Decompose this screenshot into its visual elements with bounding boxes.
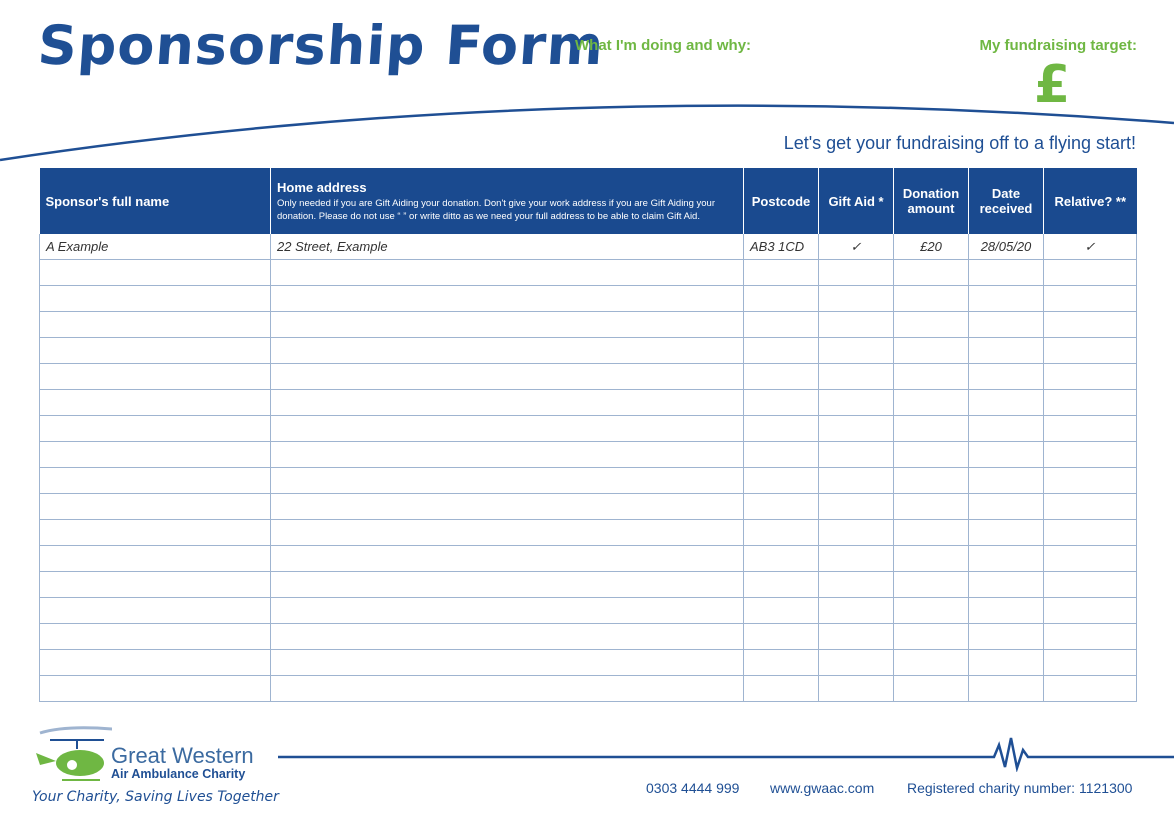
cell-date[interactable] <box>969 416 1044 442</box>
table-row <box>40 286 1137 312</box>
col-header-date: Date received <box>969 168 1044 234</box>
cell-gift-aid[interactable] <box>819 546 894 572</box>
cell-relative[interactable] <box>1044 520 1137 546</box>
col-header-postcode: Postcode <box>744 168 819 234</box>
cell-address[interactable] <box>271 546 744 572</box>
cell-address[interactable] <box>271 338 744 364</box>
col-header-gift-aid: Gift Aid * <box>819 168 894 234</box>
cell-address[interactable] <box>271 520 744 546</box>
table-row <box>40 442 1137 468</box>
cell-postcode[interactable] <box>744 494 819 520</box>
cell-date[interactable] <box>969 650 1044 676</box>
cell-relative[interactable] <box>1044 442 1137 468</box>
cell-amount[interactable] <box>894 468 969 494</box>
cell-amount[interactable] <box>894 624 969 650</box>
cell-gift-aid[interactable] <box>819 390 894 416</box>
cell-amount[interactable] <box>894 338 969 364</box>
cell-postcode[interactable] <box>744 312 819 338</box>
cell-relative[interactable] <box>1044 676 1137 702</box>
cell-relative[interactable] <box>1044 338 1137 364</box>
cell-relative[interactable] <box>1044 572 1137 598</box>
cell-address[interactable] <box>271 364 744 390</box>
cell-gift-aid[interactable] <box>819 312 894 338</box>
cell-date[interactable] <box>969 286 1044 312</box>
cell-date[interactable] <box>969 546 1044 572</box>
cell-date[interactable] <box>969 676 1044 702</box>
cell-relative[interactable] <box>1044 468 1137 494</box>
sponsorship-table <box>39 168 1137 702</box>
cell-date[interactable] <box>969 260 1044 286</box>
cell-amount[interactable] <box>894 442 969 468</box>
cell-address[interactable] <box>271 598 744 624</box>
table-row <box>40 416 1137 442</box>
cell-date[interactable] <box>969 468 1044 494</box>
cell-amount[interactable] <box>894 520 969 546</box>
cell-date[interactable] <box>969 390 1044 416</box>
cell-postcode[interactable] <box>744 520 819 546</box>
cell-name[interactable] <box>40 468 271 494</box>
cell-postcode[interactable] <box>744 260 819 286</box>
cell-gift-aid[interactable] <box>819 676 894 702</box>
cell-relative[interactable] <box>1044 286 1137 312</box>
cell-name[interactable] <box>40 624 271 650</box>
cell-address[interactable] <box>271 572 744 598</box>
cell-postcode[interactable] <box>744 416 819 442</box>
cell-postcode[interactable] <box>744 572 819 598</box>
cell-address[interactable] <box>271 468 744 494</box>
website-link[interactable]: www.gwaac.com <box>770 780 875 796</box>
what-im-doing-label: What I'm doing and why: <box>575 37 752 54</box>
cell-date[interactable] <box>969 338 1044 364</box>
cell-relative[interactable] <box>1044 650 1137 676</box>
cell-address[interactable] <box>271 390 744 416</box>
cell-date[interactable] <box>969 520 1044 546</box>
cell-address[interactable] <box>271 494 744 520</box>
cell-amount[interactable] <box>894 546 969 572</box>
phone-number: 0303 4444 999 <box>646 780 740 796</box>
cell-date[interactable] <box>969 572 1044 598</box>
cell-name[interactable] <box>40 546 271 572</box>
tagline: Let's get your fundraising off to a flying start! <box>783 133 1136 153</box>
cell-name[interactable] <box>40 390 271 416</box>
cell-gift-aid[interactable] <box>819 260 894 286</box>
cell-address[interactable] <box>271 312 744 338</box>
example-relative-check: ✓ <box>1044 234 1137 260</box>
cell-amount[interactable] <box>894 676 969 702</box>
brand-slogan: Your Charity, Saving Lives Together <box>32 789 279 805</box>
cell-postcode[interactable] <box>744 390 819 416</box>
example-address: 22 Street, Example <box>271 234 744 260</box>
cell-name[interactable] <box>40 494 271 520</box>
cell-name[interactable] <box>40 650 271 676</box>
cell-name[interactable] <box>40 338 271 364</box>
table-row <box>40 312 1137 338</box>
helicopter-logo-icon <box>32 725 112 789</box>
brand-name: Great Western <box>111 743 254 768</box>
cell-address[interactable] <box>271 260 744 286</box>
cell-relative[interactable] <box>1044 260 1137 286</box>
cell-date[interactable] <box>969 442 1044 468</box>
cell-postcode[interactable] <box>744 442 819 468</box>
header-arc-line <box>0 95 1174 165</box>
cell-postcode[interactable] <box>744 468 819 494</box>
cell-gift-aid[interactable] <box>819 572 894 598</box>
cell-address[interactable] <box>271 650 744 676</box>
cell-amount[interactable] <box>894 650 969 676</box>
cell-address[interactable] <box>271 624 744 650</box>
cell-postcode[interactable] <box>744 546 819 572</box>
cell-postcode[interactable] <box>744 338 819 364</box>
cell-address[interactable] <box>271 676 744 702</box>
cell-name[interactable] <box>40 442 271 468</box>
cell-name[interactable] <box>40 312 271 338</box>
footer-heartbeat-line <box>278 732 1174 772</box>
cell-gift-aid[interactable] <box>819 650 894 676</box>
currency-symbol: £ <box>1034 55 1071 115</box>
cell-amount[interactable] <box>894 390 969 416</box>
cell-address[interactable] <box>271 442 744 468</box>
table-row <box>40 572 1137 598</box>
cell-address[interactable] <box>271 416 744 442</box>
page-title: Sponsorship Form <box>35 14 607 77</box>
cell-relative[interactable] <box>1044 546 1137 572</box>
cell-gift-aid[interactable] <box>819 494 894 520</box>
cell-name[interactable] <box>40 520 271 546</box>
charity-number: Registered charity number: 1121300 <box>907 780 1133 796</box>
cell-date[interactable] <box>969 494 1044 520</box>
cell-amount[interactable] <box>894 260 969 286</box>
cell-name[interactable] <box>40 676 271 702</box>
cell-gift-aid[interactable] <box>819 416 894 442</box>
table-row <box>40 364 1137 390</box>
table-row <box>40 260 1137 286</box>
col-header-address <box>271 168 744 234</box>
table-row <box>40 494 1137 520</box>
table-row <box>40 650 1137 676</box>
example-date: 28/05/20 <box>969 234 1044 260</box>
cell-gift-aid[interactable] <box>819 338 894 364</box>
address-header-note: Only needed if you are Gift Aiding your donation. Don't give your work address if you are Gift Aiding your donation. Please do not use “ ” or write ditto as we need your full address to be able to claim Gift Aid. <box>277 197 715 222</box>
cell-postcode[interactable] <box>744 650 819 676</box>
cell-relative[interactable] <box>1044 598 1137 624</box>
example-row <box>40 234 1137 260</box>
table-row <box>40 390 1137 416</box>
cell-gift-aid[interactable] <box>819 624 894 650</box>
cell-postcode[interactable] <box>744 286 819 312</box>
cell-amount[interactable] <box>894 312 969 338</box>
cell-relative[interactable] <box>1044 416 1137 442</box>
cell-postcode[interactable] <box>744 676 819 702</box>
col-header-name: Sponsor's full name <box>40 168 271 234</box>
cell-name[interactable] <box>40 572 271 598</box>
cell-relative[interactable] <box>1044 390 1137 416</box>
table-row <box>40 676 1137 702</box>
table-row <box>40 624 1137 650</box>
cell-name[interactable] <box>40 598 271 624</box>
table-row <box>40 546 1137 572</box>
example-amount: £20 <box>894 234 969 260</box>
cell-amount[interactable] <box>894 598 969 624</box>
cell-gift-aid[interactable] <box>819 286 894 312</box>
cell-date[interactable] <box>969 312 1044 338</box>
cell-gift-aid[interactable] <box>819 598 894 624</box>
table-row <box>40 338 1137 364</box>
cell-name[interactable] <box>40 260 271 286</box>
cell-name[interactable] <box>40 416 271 442</box>
cell-amount[interactable] <box>894 494 969 520</box>
table-row <box>40 468 1137 494</box>
example-postcode: AB3 1CD <box>744 234 819 260</box>
cell-date[interactable] <box>969 598 1044 624</box>
table-row <box>40 520 1137 546</box>
cell-name[interactable] <box>40 364 271 390</box>
cell-relative[interactable] <box>1044 624 1137 650</box>
col-header-relative: Relative? ** <box>1044 168 1137 234</box>
cell-amount[interactable] <box>894 572 969 598</box>
brand-subtitle: Air Ambulance Charity <box>111 767 246 781</box>
fundraising-target-label: My fundraising target: <box>979 37 1137 54</box>
cell-relative[interactable] <box>1044 312 1137 338</box>
cell-relative[interactable] <box>1044 364 1137 390</box>
cell-amount[interactable] <box>894 364 969 390</box>
cell-gift-aid[interactable] <box>819 442 894 468</box>
cell-gift-aid[interactable] <box>819 468 894 494</box>
cell-name[interactable] <box>40 286 271 312</box>
cell-relative[interactable] <box>1044 494 1137 520</box>
cell-postcode[interactable] <box>744 624 819 650</box>
cell-amount[interactable] <box>894 416 969 442</box>
table-row <box>40 598 1137 624</box>
cell-gift-aid[interactable] <box>819 520 894 546</box>
cell-postcode[interactable] <box>744 598 819 624</box>
address-header-title: Home address <box>277 179 367 195</box>
cell-postcode[interactable] <box>744 364 819 390</box>
table-header-row <box>40 168 1137 234</box>
cell-gift-aid[interactable] <box>819 364 894 390</box>
example-gift-aid-check: ✓ <box>819 234 894 260</box>
cell-date[interactable] <box>969 364 1044 390</box>
cell-address[interactable] <box>271 286 744 312</box>
example-name: A Example <box>40 234 271 260</box>
cell-amount[interactable] <box>894 286 969 312</box>
col-header-amount: Donation amount <box>894 168 969 234</box>
cell-date[interactable] <box>969 624 1044 650</box>
